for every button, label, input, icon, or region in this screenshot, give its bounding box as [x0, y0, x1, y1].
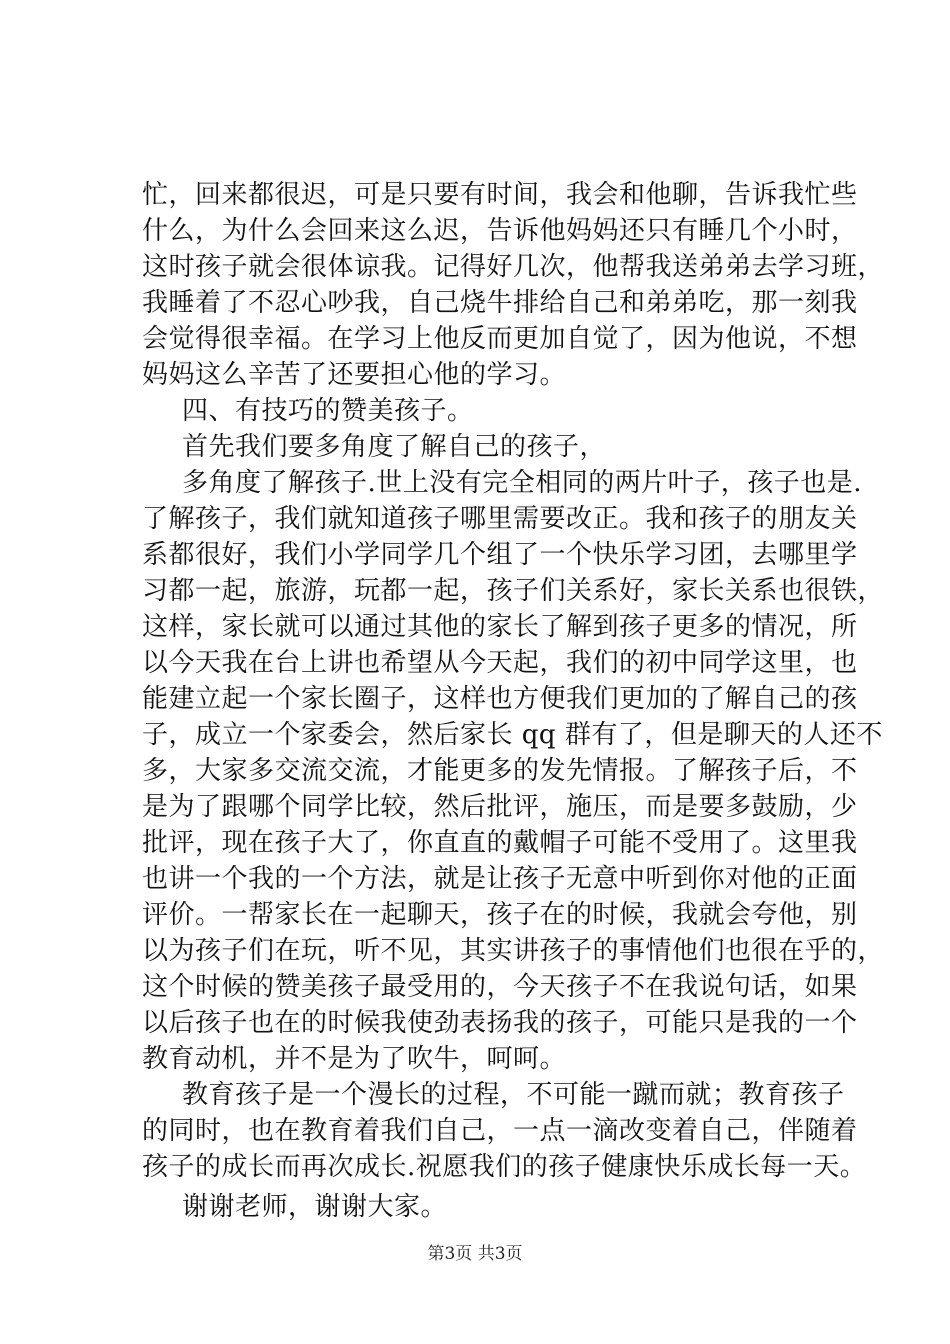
paragraph-line: 首先我们要多角度了解自己的孩子，	[182, 432, 607, 462]
page-footer: 第3页 共3页	[427, 1244, 523, 1264]
section-heading: 四、有技巧的赞美孩子。	[182, 396, 474, 426]
paragraph-line: 这个时候的赞美孩子最受用的，今天孩子不在我说句话，如果	[142, 972, 858, 1002]
paragraph-line: 是为了跟哪个同学比较，然后批评，施压，而是要多鼓励，少	[142, 792, 858, 822]
paragraph-line: 妈妈这么辛苦了还要担心他的学习。	[142, 360, 567, 390]
paragraph-line: 多，大家多交流交流，才能更多的发先情报。了解孩子后，不	[142, 756, 858, 786]
paragraph-line: 子，成立一个家委会，然后家长 qq 群有了，但是聊天的人还不	[142, 720, 883, 750]
paragraph-line: 忙，回来都很迟，可是只要有时间，我会和他聊，告诉我忙些	[142, 180, 858, 210]
paragraph-line: 批评，现在孩子大了，你直直的戴帽子可能不受用了。这里我	[142, 828, 858, 858]
paragraph-line: 孩子的成长而再次成长.祝愿我们的孩子健康快乐成长每一天。	[142, 1152, 867, 1182]
paragraph-line: 以今天我在台上讲也希望从今天起，我们的初中同学这里，也	[142, 648, 858, 678]
paragraph-line: 这样，家长就可以通过其他的家长了解到孩子更多的情况，所	[142, 612, 858, 642]
closing-line: 谢谢老师，谢谢大家。	[182, 1192, 448, 1222]
paragraph-line: 了解孩子，我们就知道孩子哪里需要改正。我和孩子的朋友关	[142, 504, 858, 534]
paragraph-line: 评价。一帮家长在一起聊天，孩子在的时候，我就会夸他，别	[142, 900, 858, 930]
paragraph-line: 多角度了解孩子.世上没有完全相同的两片叶子，孩子也是.	[182, 468, 863, 498]
paragraph-line: 这时孩子就会很体谅我。记得好几次，他帮我送弟弟去学习班，	[142, 252, 885, 282]
paragraph-line: 习都一起，旅游，玩都一起，孩子们关系好，家长关系也很铁，	[142, 576, 885, 606]
paragraph-line: 的同时，也在教育着我们自己，一点一滴改变着自己，伴随着	[142, 1116, 858, 1146]
paragraph-line: 以为孩子们在玩，听不见，其实讲孩子的事情他们也很在乎的，	[142, 936, 885, 966]
paragraph-line: 系都很好，我们小学同学几个组了一个快乐学习团，去哪里学	[142, 540, 858, 570]
paragraph-line: 教育孩子是一个漫长的过程，不可能一蹴而就；教育孩子	[182, 1080, 845, 1110]
paragraph-line: 什么，为什么会回来这么迟，告诉他妈妈还只有睡几个小时，	[142, 216, 858, 246]
paragraph-line: 会觉得很幸福。在学习上他反而更加自觉了，因为他说，不想	[142, 324, 858, 354]
paragraph-line: 也讲一个我的一个方法，就是让孩子无意中听到你对他的正面	[142, 864, 858, 894]
paragraph-line: 教育动机，并不是为了吹牛，呵呵。	[142, 1044, 567, 1074]
paragraph-line: 能建立起一个家长圈子，这样也方便我们更加的了解自己的孩	[142, 684, 858, 714]
paragraph-line: 我睡着了不忍心吵我，自己烧牛排给自己和弟弟吃，那一刻我	[142, 288, 858, 318]
paragraph-line: 以后孩子也在的时候我使劲表扬我的孩子，可能只是我的一个	[142, 1008, 858, 1038]
